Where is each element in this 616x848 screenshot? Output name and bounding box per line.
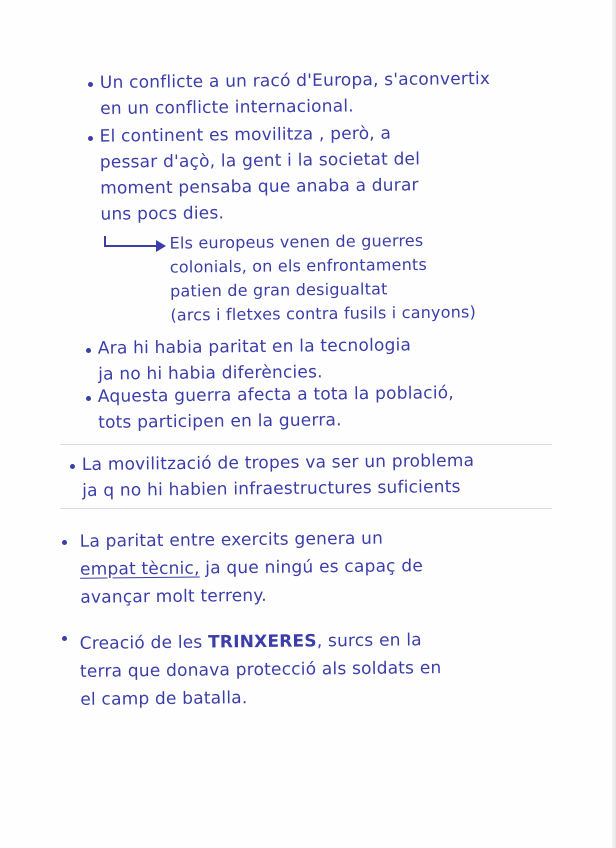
note-line: Els europeus venen de guerres bbox=[169, 230, 424, 253]
note-line: ja q no hi habien infraestructures suficients bbox=[82, 477, 461, 502]
divider bbox=[60, 508, 552, 509]
note-line: La movilització de tropes va ser un problema bbox=[81, 450, 475, 476]
note-line: Un conflicte a un racó d'Europa, s'aconvertix bbox=[99, 68, 491, 94]
note-line bbox=[80, 552, 423, 584]
bullet-dot bbox=[88, 82, 93, 87]
note-bullet-6 bbox=[80, 524, 424, 612]
note-line: La paritat entre exercits genera un bbox=[79, 528, 384, 552]
bullet-dot bbox=[70, 464, 75, 469]
note-line: moment pensaba que anaba a durar bbox=[100, 175, 419, 199]
note-line: Aquesta guerra afecta a tota la població, bbox=[97, 383, 455, 407]
note-text: Creació de les bbox=[79, 632, 209, 654]
arrow-icon bbox=[104, 245, 160, 247]
note-line: terra que donava protecció als soldats en bbox=[79, 658, 442, 682]
bullet-dot bbox=[86, 396, 91, 401]
note-line: patien de gran desigualtat bbox=[170, 279, 388, 301]
note-line: en un conflicte internacional. bbox=[100, 96, 354, 120]
note-line: uns pocs dies. bbox=[100, 203, 225, 225]
note-bullet-5 bbox=[82, 448, 475, 504]
note-line: ja no hi habia diferències. bbox=[98, 362, 323, 385]
note-line: pessar d'açò, la gent i la societat del bbox=[99, 149, 421, 173]
note-bullet-7 bbox=[80, 626, 442, 714]
underlined-term: empat tècnic, bbox=[79, 558, 200, 580]
scan-edge bbox=[612, 0, 616, 848]
bullet-dot bbox=[86, 348, 91, 353]
emphasis-term: TRINXERES bbox=[207, 631, 317, 653]
divider bbox=[60, 444, 552, 445]
note-bullet-1 bbox=[100, 66, 491, 122]
bullet-dot bbox=[62, 540, 67, 545]
bullet-dot bbox=[88, 136, 93, 141]
note-line: (arcs i fletxes contra fusils i canyons) bbox=[170, 302, 477, 325]
note-bullet-2 bbox=[99, 120, 420, 227]
note-bullet-3 bbox=[98, 332, 412, 387]
note-line: El continent es movilitza , però, a bbox=[99, 123, 392, 147]
note-line: tots participen en la guerra. bbox=[98, 410, 342, 433]
note-bullet-4 bbox=[98, 380, 455, 436]
sub-note bbox=[170, 228, 477, 327]
note-line: el camp de batalla. bbox=[80, 688, 248, 710]
note-line: avançar molt terreny. bbox=[80, 585, 267, 608]
arrow-icon bbox=[156, 240, 166, 252]
note-text: , surcs en la bbox=[316, 630, 422, 652]
bullet-dot bbox=[62, 636, 67, 641]
note-line bbox=[80, 626, 442, 658]
note-text: ja que ningú es capaç de bbox=[199, 556, 424, 579]
note-line: colonials, on els enfrontaments bbox=[169, 254, 428, 277]
note-line: Ara hi habia paritat en la tecnologia bbox=[97, 335, 412, 359]
